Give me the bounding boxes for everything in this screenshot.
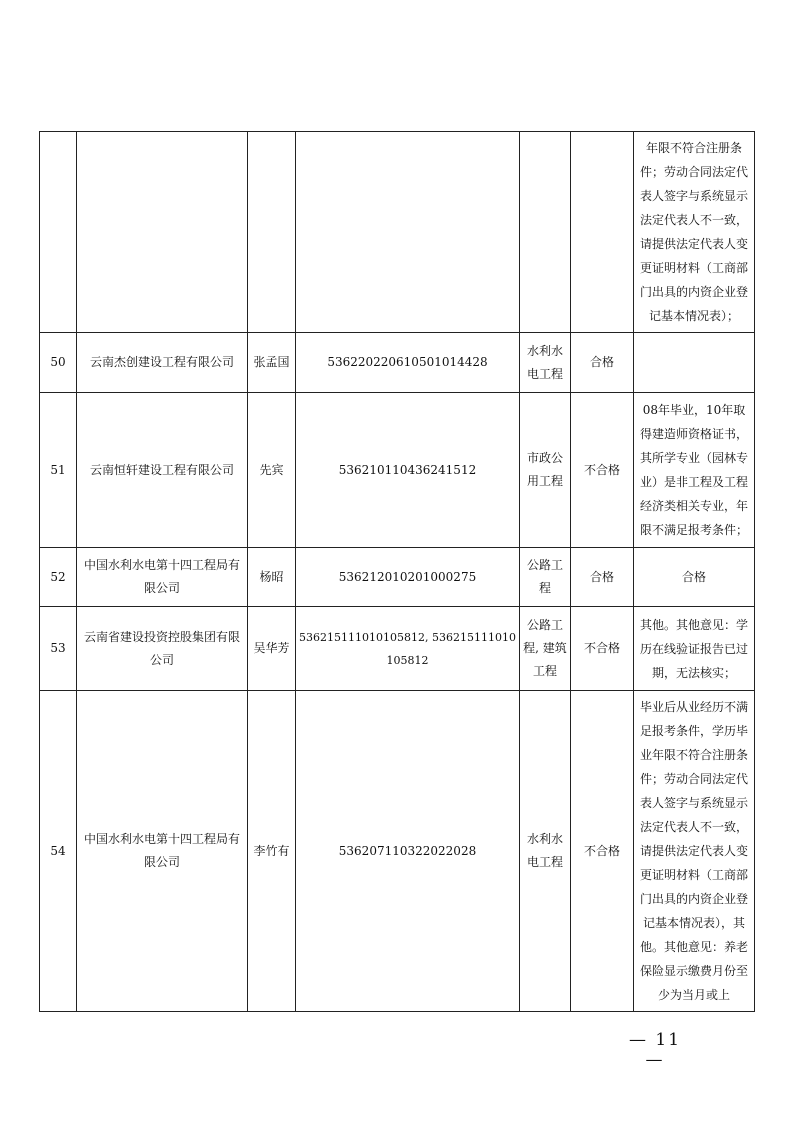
result — [571, 132, 634, 333]
results-table — [39, 131, 755, 1012]
remark: 合格 — [634, 548, 755, 607]
remark: 08年毕业，10年取得建造师资格证书，其所学专业（园林专业）是非工程及工程经济类相关专业，年限不满足报考条件； — [634, 393, 755, 548]
company-name: 中国水利水电第十四工程局有限公司 — [77, 691, 248, 1012]
row-number: 50 — [40, 333, 77, 393]
table-row — [40, 548, 755, 607]
major: 水利水电工程 — [520, 333, 571, 393]
major: 市政公用工程 — [520, 393, 571, 548]
result: 不合格 — [571, 393, 634, 548]
certificate-number — [296, 132, 520, 333]
person-name: 先宾 — [248, 393, 296, 548]
table-row — [40, 333, 755, 393]
person-name — [248, 132, 296, 333]
row-number: 51 — [40, 393, 77, 548]
company-name: 中国水利水电第十四工程局有限公司 — [77, 548, 248, 607]
remark: 毕业后从业经历不满足报考条件，学历毕业年限不符合注册条件；劳动合同法定代表人签字与系统显示法定代表人不一致，请提供法定代表人变更证明材料（工商部门出具的内资企业登记基本情况表），其他。其他意见：养老保险显示缴费月份至少为当月或上 — [634, 691, 755, 1012]
certificate-number: 536212010201000275 — [296, 548, 520, 607]
result: 合格 — [571, 333, 634, 393]
certificate-number: 536220220610501014428 — [296, 333, 520, 393]
table-row — [40, 691, 755, 1012]
remark: 年限不符合注册条件；劳动合同法定代表人签字与系统显示法定代表人不一致，请提供法定代表人变更证明材料（工商部门出具的内资企业登记基本情况表）； — [634, 132, 755, 333]
table-row — [40, 132, 755, 333]
row-number: 53 — [40, 607, 77, 691]
certificate-number: 536215111010105812, 536215111010105812 — [296, 607, 520, 691]
company-name: 云南恒轩建设工程有限公司 — [77, 393, 248, 548]
company-name: 云南杰创建设工程有限公司 — [77, 333, 248, 393]
person-name: 李竹有 — [248, 691, 296, 1012]
company-name — [77, 132, 248, 333]
remark: 其他。其他意见：学历在线验证报告已过期，无法核实； — [634, 607, 755, 691]
certificate-number: 536210110436241512 — [296, 393, 520, 548]
results-table-container — [39, 131, 754, 1012]
table-row — [40, 393, 755, 548]
major: 公路工程, 建筑工程 — [520, 607, 571, 691]
result: 不合格 — [571, 691, 634, 1012]
major — [520, 132, 571, 333]
certificate-number: 536207110322022028 — [296, 691, 520, 1012]
person-name: 吴华芳 — [248, 607, 296, 691]
result: 不合格 — [571, 607, 634, 691]
row-number: 52 — [40, 548, 77, 607]
row-number — [40, 132, 77, 333]
person-name: 张孟国 — [248, 333, 296, 393]
person-name: 杨昭 — [248, 548, 296, 607]
remark — [634, 333, 755, 393]
major: 水利水电工程 — [520, 691, 571, 1012]
result: 合格 — [571, 548, 634, 607]
table-row — [40, 607, 755, 691]
row-number: 54 — [40, 691, 77, 1012]
page-number: — 11 — — [628, 1030, 682, 1070]
major: 公路工程 — [520, 548, 571, 607]
company-name: 云南省建设投资控股集团有限公司 — [77, 607, 248, 691]
